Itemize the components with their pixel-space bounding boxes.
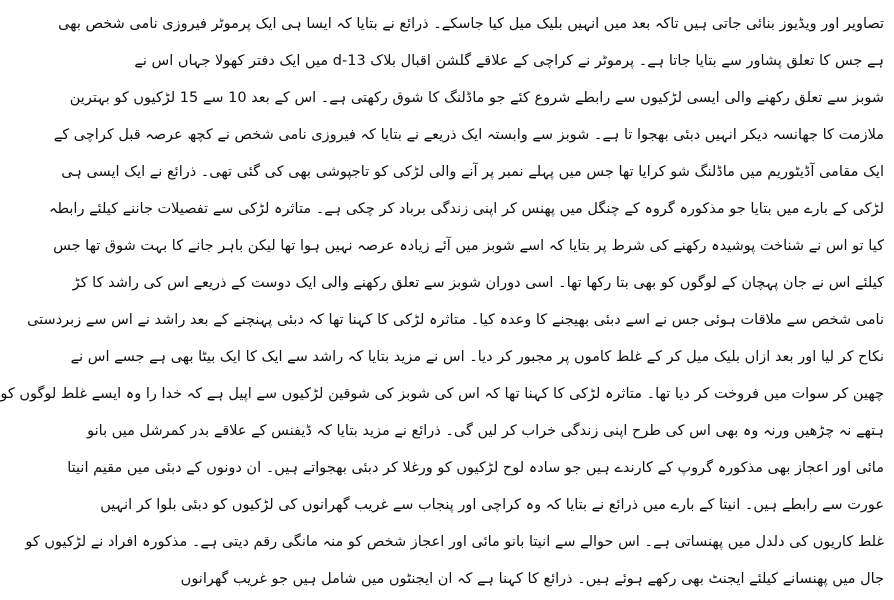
text-line-8: کیلئے اس نے جان پہچان کے لوگوں کو بھی بتا رکھا تھا۔ اسی دوران شوبز سے تعلق رکھنے والی ایک دوست کے ذریعے اس کی راشد کا کڑ [72, 275, 884, 291]
text-line-1: تصاویر اور ویڈیوز بنائی جاتی ہیں تاکہ بعد میں انہیں بلیک میل کیا جاسکے۔ ذرائع نے بتایا کہ ایسا ہی ایک پرموٹر فیروزی نامی شخص بھی [58, 16, 884, 32]
text-line-10: نکاح کر لیا اور بعد ازاں بلیک میل کر کے غلط کاموں پر مجبور کر دیا۔ اس نے مزید بتایا کہ راشد سے ایک کا ایک بیٹا بھی ہے جسے اس نے [70, 349, 884, 365]
text-line-16: جال میں پھنسانے کیلئے ایجنٹ بھی رکھے ہوئے ہیں۔ ذرائع کا کہنا ہے کہ ان ایجنٹوں میں شامل ہیں جو غریب گھرانوں [180, 571, 884, 587]
text-line-14: عورت سے رابطے ہیں۔ انیتا کے بارے میں ذرائع نے بتایا کہ وہ کراچی اور پنجاب سے غریب گھرانوں کی لڑکیوں کو دبئی بلوا کر انہیں [100, 497, 884, 513]
text-line-3: شوبز سے تعلق رکھنے والی ایسی لڑکیوں سے رابطے شروع کئے جو ماڈلنگ کا شوق رکھتی ہے۔ اس کے بعد 10 سے 15 لڑکیوں کو بہترین [69, 90, 884, 106]
text-line-13: مائی اور اعجاز بھی مذکورہ گروپ کے کارندے ہیں جو سادہ لوح لڑکیوں کو ورغلا کر دبئی بھجواتے ہیں۔ ان دونوں کے دبئی میں مقیم انیتا [67, 460, 884, 476]
text-line-11: چھین کر سوات میں فروخت کر دیا تھا۔ متاثرہ لڑکی کا کہنا تھا کہ اس کی شوبز کی شوقین لڑکیوں سے اپیل ہے کہ خدا را وہ ایسے غلط لوگوں کو [0, 386, 884, 402]
text-line-5: ایک مقامی آڈیٹوریم میں ماڈلنگ شو کرایا تھا جس میں پہلے نمبر پر آنے والی لڑکی کو تاجپوشی بھی کی گئی تھی۔ ذرائع نے ایک ایسی ہی [61, 164, 884, 180]
text-line-4: ملازمت کا جھانسہ دیکر انہیں دبئی بھجوا تا ہے۔ شوبز سے وابستہ ایک ذریعے نے بتایا کہ فیروزی نامی شخص نے کچھ عرصہ قبل کراچی کے [53, 127, 884, 143]
text-line-12: ہتھے نہ چڑھیں ورنہ وہ بھی اس کی طرح اپنی زندگی خراب کر لیں گی۔ ذرائع نے مزید بتایا کہ ڈیفنس کے علاقے بدر کمرشل میں بانو [87, 423, 884, 439]
text-line-15: غلط کاریوں کی دلدل میں پھنساتی ہے۔ اس حوالے سے انیتا بانو مائی اور اعجاز شخص کو منہ مانگی رقم دیتی ہے۔ مذکورہ افراد نے لڑکیوں کو [25, 534, 884, 550]
text-line-7: کیا تو اس نے شناخت پوشیدہ رکھنے کی شرط پر بتایا کہ اسے شوبز میں آئے زیادہ عرصہ نہیں ہوا تھا لیکن باہر جانے کا بہت شوق تھا جس [53, 238, 884, 254]
text-line-2: ہے جس کا تعلق پشاور سے بتایا جاتا ہے۔ پرموٹر نے کراچی کے علاقے گلشن اقبال بلاک 13-d میں ایک دفتر کھولا جہاں اس نے [134, 53, 884, 69]
text-line-9: نامی شخص سے ملاقات ہوئی جس نے اسے دبئی بھیجنے کا وعدہ کیا۔ متاثرہ لڑکی کا کہنا تھا کہ دبئی پہنچنے کے بعد راشد نے اس سے زبردستی [27, 312, 884, 328]
text-line-6: لڑکی کے بارے میں بتایا جو مذکورہ گروہ کے چنگل میں پھنس کر اپنی زندگی برباد کر چکی ہے۔ متاثرہ لڑکی سے تفصیلات جاننے کیلئے رابطہ [49, 201, 884, 217]
article-body [0, 6, 884, 600]
